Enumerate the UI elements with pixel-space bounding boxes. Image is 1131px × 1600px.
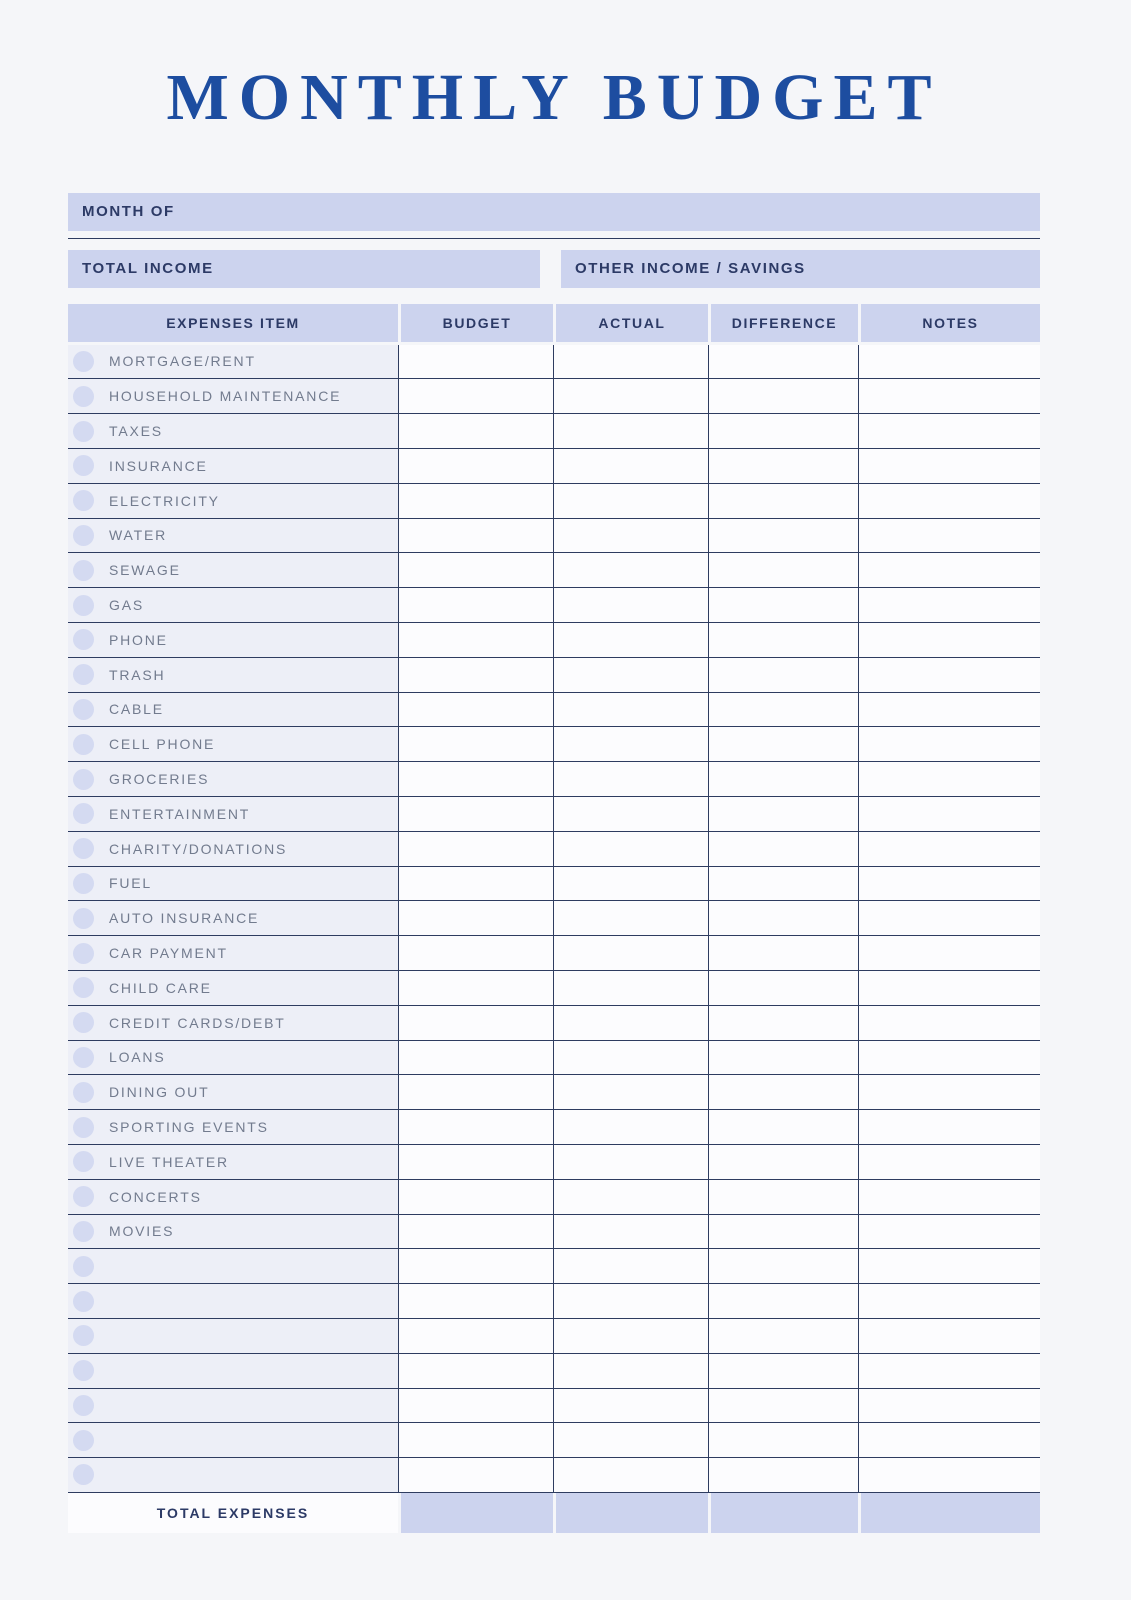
expense-item-label: CHILD CARE <box>109 979 212 996</box>
expense-item-cell <box>68 1006 398 1040</box>
bullet-circle-icon <box>73 386 94 407</box>
bullet-circle-icon <box>73 1464 94 1485</box>
expense-item-cell <box>68 693 398 727</box>
bullet-circle-icon <box>73 455 94 476</box>
expense-item-cell <box>68 588 398 622</box>
expense-row <box>68 1180 1040 1215</box>
notes-cell[interactable] <box>858 936 1040 970</box>
expenses-table-header <box>68 304 1040 342</box>
difference-cell[interactable] <box>708 832 858 866</box>
expense-item-cell <box>68 449 398 483</box>
expense-item-label: TRASH <box>109 666 166 683</box>
notes-cell[interactable] <box>858 1458 1040 1492</box>
expense-item-cell <box>68 832 398 866</box>
expense-item-cell <box>68 414 398 448</box>
notes-cell[interactable] <box>858 1180 1040 1214</box>
expense-item-label: CAR PAYMENT <box>109 945 228 962</box>
expense-row <box>68 1319 1040 1354</box>
difference-cell[interactable] <box>708 1249 858 1283</box>
total-budget-cell[interactable] <box>398 1493 553 1533</box>
budget-cell[interactable] <box>398 588 553 622</box>
actual-cell[interactable] <box>553 1319 708 1353</box>
notes-cell[interactable] <box>858 1319 1040 1353</box>
expense-row <box>68 658 1040 693</box>
difference-cell[interactable] <box>708 345 858 379</box>
notes-cell[interactable] <box>858 345 1040 379</box>
notes-cell[interactable] <box>858 901 1040 935</box>
expense-row <box>68 832 1040 867</box>
expense-row <box>68 484 1040 519</box>
expense-item-label: TAXES <box>109 423 163 440</box>
expense-row <box>68 1110 1040 1145</box>
budget-cell[interactable] <box>398 553 553 587</box>
actual-cell[interactable] <box>553 971 708 1005</box>
income-section <box>68 250 1040 288</box>
bullet-circle-icon <box>73 1221 94 1242</box>
actual-cell[interactable] <box>553 623 708 657</box>
total-income-field[interactable] <box>68 250 540 288</box>
expense-item-label: HOUSEHOLD MAINTENANCE <box>109 388 342 405</box>
expense-row <box>68 1249 1040 1284</box>
difference-cell[interactable] <box>708 553 858 587</box>
expense-item-label: LIVE THEATER <box>109 1153 229 1170</box>
difference-cell[interactable] <box>708 693 858 727</box>
expense-row <box>68 1354 1040 1389</box>
bullet-circle-icon <box>73 769 94 790</box>
bullet-circle-icon <box>73 1117 94 1138</box>
bullet-circle-icon <box>73 1430 94 1451</box>
expense-item-cell <box>68 762 398 796</box>
bullet-circle-icon <box>73 1047 94 1068</box>
expense-item-label: CHARITY/DONATIONS <box>109 840 288 857</box>
month-of-field[interactable] <box>68 193 1040 231</box>
budget-cell[interactable] <box>398 1006 553 1040</box>
actual-cell[interactable] <box>553 379 708 413</box>
expense-row <box>68 762 1040 797</box>
expense-row <box>68 449 1040 484</box>
expense-row <box>68 1458 1040 1493</box>
actual-cell[interactable] <box>553 762 708 796</box>
expense-row <box>68 1389 1040 1424</box>
notes-cell[interactable] <box>858 1110 1040 1144</box>
expense-item-label: CREDIT CARDS/DEBT <box>109 1014 286 1031</box>
actual-cell[interactable] <box>553 936 708 970</box>
expense-item-label: PHONE <box>109 631 168 648</box>
expense-item-label: MORTGAGE/RENT <box>109 353 256 370</box>
difference-cell[interactable] <box>708 727 858 761</box>
difference-cell[interactable] <box>708 658 858 692</box>
expense-row <box>68 936 1040 971</box>
bullet-circle-icon <box>73 629 94 650</box>
budget-cell[interactable] <box>398 1215 553 1249</box>
difference-cell[interactable] <box>708 449 858 483</box>
budget-cell[interactable] <box>398 658 553 692</box>
bullet-circle-icon <box>73 1082 94 1103</box>
expense-row <box>68 1423 1040 1458</box>
actual-cell[interactable] <box>553 1284 708 1318</box>
notes-cell[interactable] <box>858 484 1040 518</box>
bullet-circle-icon <box>73 943 94 964</box>
expense-item-cell <box>68 867 398 901</box>
actual-cell[interactable] <box>553 1041 708 1075</box>
expense-item-cell <box>68 1284 398 1318</box>
bullet-circle-icon <box>73 1395 94 1416</box>
difference-cell[interactable] <box>708 379 858 413</box>
difference-cell[interactable] <box>708 1389 858 1423</box>
expense-item-label: GAS <box>109 597 144 614</box>
expense-item-label: GROCERIES <box>109 771 210 788</box>
expense-item-label: AUTO INSURANCE <box>109 910 260 927</box>
actual-cell[interactable] <box>553 832 708 866</box>
expense-item-label: WATER <box>109 527 167 544</box>
expense-item-cell <box>68 1075 398 1109</box>
bullet-circle-icon <box>73 664 94 685</box>
notes-cell[interactable] <box>858 971 1040 1005</box>
expense-item-label: CELL PHONE <box>109 736 216 753</box>
bullet-circle-icon <box>73 421 94 442</box>
expense-item-cell <box>68 1319 398 1353</box>
budget-cell[interactable] <box>398 867 553 901</box>
budget-cell[interactable] <box>398 762 553 796</box>
actual-cell[interactable] <box>553 449 708 483</box>
budget-cell[interactable] <box>398 345 553 379</box>
expense-row <box>68 623 1040 658</box>
expense-item-cell <box>68 1145 398 1179</box>
notes-cell[interactable] <box>858 832 1040 866</box>
actual-cell[interactable] <box>553 588 708 622</box>
expense-item-label: LOANS <box>109 1049 166 1066</box>
expense-item-label: CONCERTS <box>109 1188 202 1205</box>
budget-cell[interactable] <box>398 936 553 970</box>
actual-cell[interactable] <box>553 1423 708 1457</box>
difference-cell[interactable] <box>708 867 858 901</box>
notes-cell[interactable] <box>858 1215 1040 1249</box>
actual-cell[interactable] <box>553 1145 708 1179</box>
budget-cell[interactable] <box>398 832 553 866</box>
bullet-circle-icon <box>73 490 94 511</box>
expense-row <box>68 1145 1040 1180</box>
month-of-label: MONTH OF <box>82 203 175 221</box>
budget-cell[interactable] <box>398 797 553 831</box>
expense-row <box>68 693 1040 728</box>
bullet-circle-icon <box>73 734 94 755</box>
expense-item-label: SEWAGE <box>109 562 181 579</box>
notes-cell[interactable] <box>858 519 1040 553</box>
column-header-actual: ACTUAL <box>553 304 708 342</box>
notes-cell[interactable] <box>858 623 1040 657</box>
expense-row <box>68 553 1040 588</box>
budget-cell[interactable] <box>398 414 553 448</box>
total-expenses-label-cell <box>68 1493 398 1533</box>
expense-item-cell <box>68 1354 398 1388</box>
expense-item-cell <box>68 345 398 379</box>
actual-cell[interactable] <box>553 553 708 587</box>
notes-cell[interactable] <box>858 1075 1040 1109</box>
expense-item-cell <box>68 484 398 518</box>
expense-row <box>68 1215 1040 1250</box>
bullet-circle-icon <box>73 908 94 929</box>
difference-cell[interactable] <box>708 1423 858 1457</box>
notes-cell[interactable] <box>858 727 1040 761</box>
expense-item-cell <box>68 1215 398 1249</box>
expense-item-cell <box>68 936 398 970</box>
column-header-budget: BUDGET <box>398 304 553 342</box>
budget-cell[interactable] <box>398 623 553 657</box>
notes-cell[interactable] <box>858 867 1040 901</box>
bullet-circle-icon <box>73 1256 94 1277</box>
expense-item-cell <box>68 553 398 587</box>
bullet-circle-icon <box>73 351 94 372</box>
budget-cell[interactable] <box>398 1284 553 1318</box>
actual-cell[interactable] <box>553 1354 708 1388</box>
notes-cell[interactable] <box>858 1041 1040 1075</box>
bullet-circle-icon <box>73 1291 94 1312</box>
budget-cell[interactable] <box>398 901 553 935</box>
expense-item-cell <box>68 1389 398 1423</box>
expense-item-cell <box>68 727 398 761</box>
expense-item-cell <box>68 658 398 692</box>
notes-cell[interactable] <box>858 1006 1040 1040</box>
expense-item-label: INSURANCE <box>109 457 208 474</box>
difference-cell[interactable] <box>708 1145 858 1179</box>
difference-cell[interactable] <box>708 1041 858 1075</box>
bullet-circle-icon <box>73 560 94 581</box>
notes-cell[interactable] <box>858 449 1040 483</box>
notes-cell[interactable] <box>858 414 1040 448</box>
bullet-circle-icon <box>73 1360 94 1381</box>
column-header-expenses-item: EXPENSES ITEM <box>68 304 398 342</box>
expense-item-cell <box>68 379 398 413</box>
actual-cell[interactable] <box>553 1180 708 1214</box>
expense-row <box>68 588 1040 623</box>
budget-cell[interactable] <box>398 1075 553 1109</box>
expense-item-cell <box>68 623 398 657</box>
budget-cell[interactable] <box>398 1145 553 1179</box>
expense-item-label: ELECTRICITY <box>109 492 220 509</box>
difference-cell[interactable] <box>708 936 858 970</box>
budget-cell[interactable] <box>398 1041 553 1075</box>
actual-cell[interactable] <box>553 414 708 448</box>
other-income-savings-field[interactable] <box>561 250 1040 288</box>
notes-cell[interactable] <box>858 1423 1040 1457</box>
expense-row <box>68 727 1040 762</box>
expense-row <box>68 1041 1040 1076</box>
difference-cell[interactable] <box>708 1284 858 1318</box>
actual-cell[interactable] <box>553 1006 708 1040</box>
expense-item-cell <box>68 797 398 831</box>
actual-cell[interactable] <box>553 345 708 379</box>
difference-cell[interactable] <box>708 1110 858 1144</box>
expense-row <box>68 1075 1040 1110</box>
actual-cell[interactable] <box>553 901 708 935</box>
actual-cell[interactable] <box>553 519 708 553</box>
expense-item-cell <box>68 1041 398 1075</box>
actual-cell[interactable] <box>553 1110 708 1144</box>
expense-row <box>68 1284 1040 1319</box>
other-income-savings-label: OTHER INCOME / SAVINGS <box>575 260 806 278</box>
expense-row <box>68 345 1040 380</box>
difference-cell[interactable] <box>708 1180 858 1214</box>
budget-cell[interactable] <box>398 484 553 518</box>
expense-item-cell <box>68 971 398 1005</box>
actual-cell[interactable] <box>553 797 708 831</box>
difference-cell[interactable] <box>708 1215 858 1249</box>
total-expenses-label: TOTAL EXPENSES <box>156 1504 310 1521</box>
difference-cell[interactable] <box>708 623 858 657</box>
total-actual-cell[interactable] <box>553 1493 708 1533</box>
difference-cell[interactable] <box>708 588 858 622</box>
notes-cell[interactable] <box>858 1354 1040 1388</box>
difference-cell[interactable] <box>708 1319 858 1353</box>
budget-cell[interactable] <box>398 971 553 1005</box>
budget-cell[interactable] <box>398 449 553 483</box>
bullet-circle-icon <box>73 873 94 894</box>
budget-cell[interactable] <box>398 1389 553 1423</box>
expense-item-label: MOVIES <box>109 1223 175 1240</box>
notes-cell[interactable] <box>858 797 1040 831</box>
expense-item-label: ENTERTAINMENT <box>109 805 251 822</box>
expense-item-label: CABLE <box>109 701 164 718</box>
total-difference-cell[interactable] <box>708 1493 858 1533</box>
expense-item-label: SPORTING EVENTS <box>109 1119 269 1136</box>
expense-row <box>68 519 1040 554</box>
month-of-writing-line <box>68 231 1040 239</box>
bullet-circle-icon <box>73 1325 94 1346</box>
notes-cell[interactable] <box>858 1145 1040 1179</box>
actual-cell[interactable] <box>553 1249 708 1283</box>
difference-cell[interactable] <box>708 484 858 518</box>
expense-item-cell <box>68 901 398 935</box>
budget-cell[interactable] <box>398 1180 553 1214</box>
difference-cell[interactable] <box>708 1458 858 1492</box>
notes-cell[interactable] <box>858 1284 1040 1318</box>
bullet-circle-icon <box>73 595 94 616</box>
bullet-circle-icon <box>73 1186 94 1207</box>
bullet-circle-icon <box>73 977 94 998</box>
actual-cell[interactable] <box>553 1458 708 1492</box>
bullet-circle-icon <box>73 1151 94 1172</box>
bullet-circle-icon <box>73 525 94 546</box>
difference-cell[interactable] <box>708 1075 858 1109</box>
budget-cell[interactable] <box>398 1354 553 1388</box>
expense-row <box>68 1006 1040 1041</box>
bullet-circle-icon <box>73 838 94 859</box>
expense-row <box>68 379 1040 414</box>
expense-item-cell <box>68 1423 398 1457</box>
difference-cell[interactable] <box>708 414 858 448</box>
actual-cell[interactable] <box>553 658 708 692</box>
expense-row <box>68 867 1040 902</box>
budget-cell[interactable] <box>398 379 553 413</box>
difference-cell[interactable] <box>708 797 858 831</box>
difference-cell[interactable] <box>708 901 858 935</box>
budget-cell[interactable] <box>398 693 553 727</box>
bullet-circle-icon <box>73 1012 94 1033</box>
expense-item-cell <box>68 1249 398 1283</box>
budget-cell[interactable] <box>398 1423 553 1457</box>
notes-cell[interactable] <box>858 1249 1040 1283</box>
expenses-table-body <box>68 345 1040 1493</box>
difference-cell[interactable] <box>708 762 858 796</box>
actual-cell[interactable] <box>553 727 708 761</box>
budget-cell[interactable] <box>398 1319 553 1353</box>
expense-item-label: DINING OUT <box>109 1084 210 1101</box>
expense-item-label: FUEL <box>109 875 152 892</box>
column-header-notes: NOTES <box>858 304 1040 342</box>
notes-cell[interactable] <box>858 658 1040 692</box>
notes-cell[interactable] <box>858 762 1040 796</box>
actual-cell[interactable] <box>553 693 708 727</box>
total-income-label: TOTAL INCOME <box>82 260 214 278</box>
actual-cell[interactable] <box>553 484 708 518</box>
expense-item-cell <box>68 1180 398 1214</box>
page-title: MONTHLY BUDGET <box>166 61 942 134</box>
bullet-circle-icon <box>73 803 94 824</box>
difference-cell[interactable] <box>708 1354 858 1388</box>
bullet-circle-icon <box>73 699 94 720</box>
expense-item-cell <box>68 519 398 553</box>
difference-cell[interactable] <box>708 971 858 1005</box>
expense-row <box>68 901 1040 936</box>
budget-cell[interactable] <box>398 727 553 761</box>
budget-cell[interactable] <box>398 1249 553 1283</box>
notes-cell[interactable] <box>858 379 1040 413</box>
difference-cell[interactable] <box>708 1006 858 1040</box>
budget-cell[interactable] <box>398 1110 553 1144</box>
actual-cell[interactable] <box>553 867 708 901</box>
budget-cell[interactable] <box>398 1458 553 1492</box>
total-notes-cell[interactable] <box>858 1493 1040 1533</box>
expense-row <box>68 414 1040 449</box>
notes-cell[interactable] <box>858 588 1040 622</box>
notes-cell[interactable] <box>858 1389 1040 1423</box>
total-expenses-row <box>68 1493 1040 1533</box>
actual-cell[interactable] <box>553 1215 708 1249</box>
expense-row <box>68 971 1040 1006</box>
expense-item-cell <box>68 1110 398 1144</box>
actual-cell[interactable] <box>553 1389 708 1423</box>
budget-cell[interactable] <box>398 519 553 553</box>
expenses-table <box>68 304 1040 1533</box>
actual-cell[interactable] <box>553 1075 708 1109</box>
notes-cell[interactable] <box>858 693 1040 727</box>
expense-row <box>68 797 1040 832</box>
expense-item-cell <box>68 1458 398 1492</box>
column-header-difference: DIFFERENCE <box>708 304 858 342</box>
notes-cell[interactable] <box>858 553 1040 587</box>
difference-cell[interactable] <box>708 519 858 553</box>
